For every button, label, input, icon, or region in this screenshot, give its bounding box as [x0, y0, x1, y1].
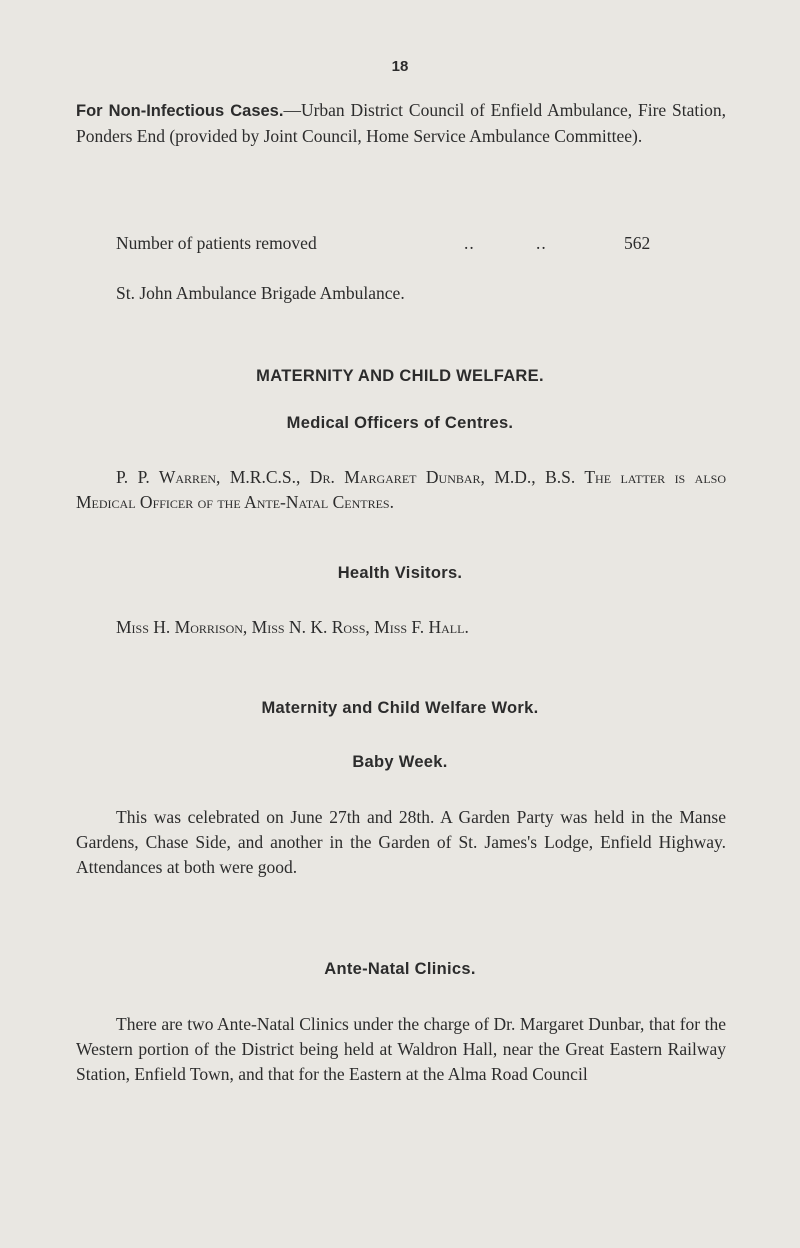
non-infectious-heading: For Non-Infectious Cases.	[76, 102, 284, 120]
maternity-heading: MATERNITY AND CHILD WELFARE.	[256, 367, 544, 385]
st-john-line: St. John Ambulance Brigade Ambulance.	[116, 283, 405, 303]
leader-dots: ..	[536, 233, 547, 253]
non-infectious-paragraph	[76, 98, 726, 149]
leader-dots: ..	[464, 233, 475, 253]
ante-natal-text: There are two Ante-Natal Clinics under the charge of Dr. Margaret Dunbar, that for the Western portion of the District being held at Waldron Hall, near the Great Eastern Railway Station, Enfield Town, and that for the Eastern at the Alma Road Council	[76, 1014, 726, 1084]
health-visitors-heading: Health Visitors.	[337, 564, 463, 582]
baby-week-heading: Baby Week.	[352, 753, 448, 771]
page-number: 18	[391, 58, 409, 75]
non-infectious-text: —Urban District Council of Enfield Ambulance, Fire Station, Ponders End (provided by Joint Council, Home Service Ambulance Committee).	[76, 100, 727, 146]
baby-week-text: This was celebrated on June 27th and 28th. A Garden Party was held in the Manse Gardens, Chase Side, and another in the Garden of St. James's Lodge, Enfield Highway. Attendances at both were good.	[76, 807, 726, 877]
health-visitors-text: Miss H. Morrison, Miss N. K. Ross, Miss F. Hall.	[116, 617, 469, 637]
medical-officers-text: P. P. Warren, M.R.C.S., Dr. Margaret Dunbar, M.D., B.S. The latter is also Medical Officer of the Ante-Natal Centres.	[76, 467, 726, 512]
welfare-work-heading: Maternity and Child Welfare Work.	[261, 699, 539, 717]
medical-officers-heading: Medical Officers of Centres.	[286, 414, 514, 432]
patients-removed-value: 562	[624, 233, 651, 253]
patients-removed-label: Number of patients removed	[116, 233, 317, 253]
ante-natal-heading: Ante-Natal Clinics.	[324, 960, 476, 978]
